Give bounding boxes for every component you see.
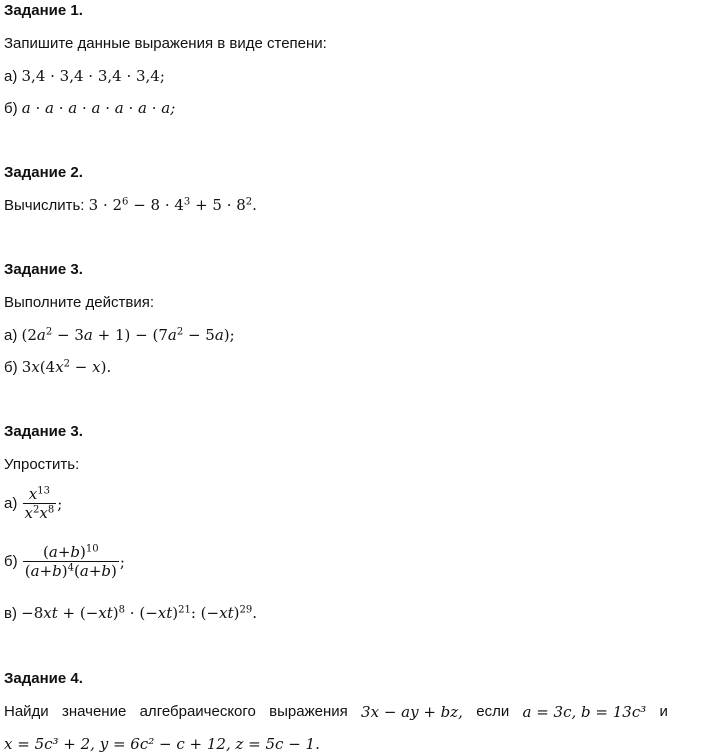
task-4-instruction: Упростить:	[4, 456, 80, 473]
task-3-item-a-label: а)	[4, 327, 18, 344]
task-3-instruction: Выполните действия:	[4, 294, 155, 311]
task-1-item-a-expr: 3,4 · 3,4 · 3,4 · 3,4;	[21, 67, 165, 85]
task-1-title: Задание 1.	[4, 2, 83, 19]
task-3-item-b	[4, 358, 111, 377]
task-3-item-a-expr: $(2a^2 - 3a + 1) - (7a^2 - 5a)$;	[21, 326, 235, 344]
task-4-item-c-label: в)	[4, 605, 17, 622]
fraction-a: $\frac{x^{13}}{x^2x^8}$	[24, 485, 55, 522]
task-1-item-a	[4, 67, 165, 86]
task-4-item-b-label: б)	[4, 553, 18, 570]
task-1-instruction: Запишите данные выражения в виде степени:	[4, 35, 327, 52]
task-3-item-a	[4, 326, 235, 345]
task-4-item-b: б) $\frac{(a+b)^{10}}{(a+b)^4(a+b)}$ ;	[4, 543, 125, 580]
task-5-title: Задание 4.	[4, 670, 83, 687]
task-2-expression	[4, 196, 257, 215]
task-1-item-b-expr: a · a · a · a · a · a · a;	[21, 99, 176, 117]
task-2-title: Задание 2.	[4, 164, 83, 181]
task-4-item-c	[4, 604, 257, 623]
task-4-item-a-label: а)	[4, 495, 18, 512]
task-2-instruction: Вычислить:	[4, 197, 85, 214]
task-4-item-a: а) $\frac{x^{13}}{x^2x^8}$ ;	[4, 485, 63, 522]
task-3-item-b-label: б)	[4, 359, 18, 376]
task-5-line-2: x = 5c³ + 2, y = 6c² − c + 12, z = 5c − 1.	[4, 735, 320, 753]
task-3-title: Задание 3.	[4, 261, 83, 278]
task-1-item-a-label: а)	[4, 68, 18, 85]
task-4-item-c-expr: $-8xt + (-xt)^8 \cdot (-xt)^{21}$: $(-xt)^{29}$.	[21, 604, 257, 622]
task-5-line-1: Найди значение алгебраического выражения 3x − ay + bz, если a = 3c, b = 13c³ и	[4, 703, 668, 721]
task-1-item-b-label: б)	[4, 100, 18, 117]
fraction-b: $\frac{(a+b)^{10}}{(a+b)^4(a+b)}$	[24, 543, 117, 580]
task-4-title: Задание 3.	[4, 423, 83, 440]
task-2-math: $3 \cdot 2^6 - 8 \cdot 4^3 + 5 \cdot 8^2$.	[88, 196, 257, 214]
task-3-item-b-expr: $3x(4x^2 - x)$.	[21, 358, 112, 376]
task-1-item-b	[4, 99, 175, 118]
